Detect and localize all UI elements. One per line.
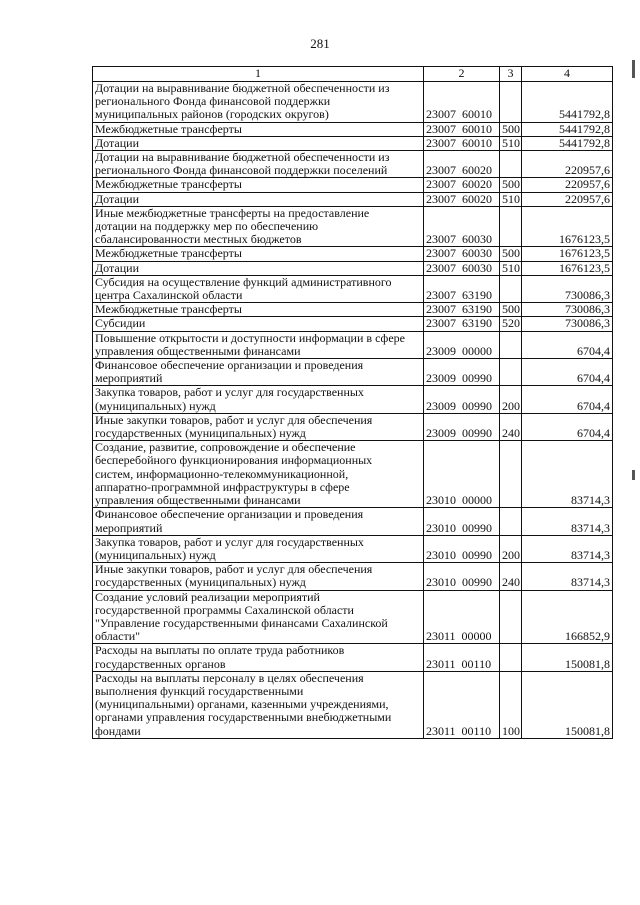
target-code-cell: 23007 60010	[424, 122, 500, 136]
target-code-cell: 23007 60020	[424, 178, 500, 192]
amount-cell: 83714,3	[522, 441, 613, 508]
target-code-cell: 23010 00000	[424, 441, 500, 508]
expense-name-cell: Дотации	[93, 261, 424, 275]
table-row	[93, 122, 613, 136]
table-row	[93, 247, 613, 261]
expense-type-cell: 510	[500, 136, 522, 150]
expense-name-cell: Субсидия на осуществление функций административного центра Сахалинской области	[93, 275, 424, 302]
table-row	[93, 136, 613, 150]
amount-cell: 5441792,8	[522, 122, 613, 136]
amount-cell: 166852,9	[522, 590, 613, 644]
table-row	[93, 644, 613, 671]
target-code-cell: 23007 63190	[424, 303, 500, 317]
table-row	[93, 178, 613, 192]
expense-name-cell: Межбюджетные трансферты	[93, 247, 424, 261]
target-code-cell: 23010 00990	[424, 563, 500, 590]
expense-name-cell: Иные межбюджетные трансферты на предоставление дотации на поддержку мер по обеспечению сбалансированности местных бюджетов	[93, 206, 424, 247]
target-code-cell: 23011 00110	[424, 644, 500, 671]
target-code-cell: 23007 60010	[424, 136, 500, 150]
target-code-cell: 23007 63190	[424, 275, 500, 302]
amount-cell: 83714,3	[522, 563, 613, 590]
target-code-cell: 23009 00990	[424, 413, 500, 440]
expense-type-cell: 500	[500, 122, 522, 136]
expense-type-cell	[500, 359, 522, 386]
scan-edge-mark	[632, 60, 635, 78]
expense-name-cell: Закупка товаров, работ и услуг для государственных (муниципальных) нужд	[93, 386, 424, 413]
target-code-cell: 23007 60020	[424, 192, 500, 206]
target-code-cell: 23011 00110	[424, 671, 500, 738]
amount-cell: 220957,6	[522, 192, 613, 206]
target-code-cell: 23011 00000	[424, 590, 500, 644]
expense-name-cell: Повышение открытости и доступности информации в сфере управления общественными финансами	[93, 331, 424, 358]
table-row	[93, 303, 613, 317]
amount-cell: 1676123,5	[522, 247, 613, 261]
table-row	[93, 386, 613, 413]
table-row	[93, 359, 613, 386]
scan-edge-mark	[632, 470, 635, 480]
table-row	[93, 206, 613, 247]
expense-type-cell	[500, 82, 522, 123]
amount-cell: 1676123,5	[522, 261, 613, 275]
amount-cell: 730086,3	[522, 303, 613, 317]
expense-name-cell: Финансовое обеспечение организации и проведения мероприятий	[93, 508, 424, 535]
amount-cell: 220957,6	[522, 151, 613, 178]
expense-type-cell	[500, 275, 522, 302]
expense-name-cell: Дотации	[93, 192, 424, 206]
expense-type-cell: 240	[500, 413, 522, 440]
amount-cell: 5441792,8	[522, 136, 613, 150]
amount-cell: 220957,6	[522, 178, 613, 192]
expense-type-cell: 520	[500, 317, 522, 331]
expense-type-cell	[500, 644, 522, 671]
table-row	[93, 590, 613, 644]
expense-type-cell: 240	[500, 563, 522, 590]
expense-name-cell: Дотации на выравнивание бюджетной обеспеченности из регионального Фонда финансовой поддержки поселений	[93, 151, 424, 178]
expense-name-cell: Межбюджетные трансферты	[93, 122, 424, 136]
table-row	[93, 82, 613, 123]
expense-name-cell: Дотации	[93, 136, 424, 150]
expense-name-cell: Создание, развитие, сопровождение и обеспечение бесперебойного функционирования информационных систем, информационно-телекоммуникационной, аппаратно-программной инфраструктуры в сфере управления общественными финансами	[93, 441, 424, 508]
table-row	[93, 535, 613, 562]
expense-type-cell: 500	[500, 303, 522, 317]
amount-cell: 83714,3	[522, 508, 613, 535]
expense-name-cell: Расходы на выплаты персоналу в целях обеспечения выполнения функций государственными (муниципальными) органами, казенными учреждениями, органами управления государственными внебюджетными фондами	[93, 671, 424, 738]
expense-type-cell	[500, 441, 522, 508]
target-code-cell: 23010 00990	[424, 535, 500, 562]
amount-cell: 5441792,8	[522, 82, 613, 123]
table-row	[93, 508, 613, 535]
target-code-cell: 23010 00990	[424, 508, 500, 535]
expense-type-cell: 500	[500, 247, 522, 261]
column-header: 3	[500, 67, 522, 82]
expense-type-cell	[500, 151, 522, 178]
amount-cell: 6704,4	[522, 413, 613, 440]
target-code-cell: 23009 00990	[424, 359, 500, 386]
amount-cell: 6704,4	[522, 359, 613, 386]
expense-type-cell	[500, 331, 522, 358]
table-row	[93, 151, 613, 178]
target-code-cell: 23007 60030	[424, 261, 500, 275]
expense-name-cell: Дотации на выравнивание бюджетной обеспеченности из регионального Фонда финансовой поддержки муниципальных районов (городских округов)	[93, 82, 424, 123]
expense-name-cell: Финансовое обеспечение организации и проведения мероприятий	[93, 359, 424, 386]
table-row	[93, 413, 613, 440]
amount-cell: 150081,8	[522, 671, 613, 738]
amount-cell: 83714,3	[522, 535, 613, 562]
expense-type-cell: 510	[500, 261, 522, 275]
amount-cell: 6704,4	[522, 331, 613, 358]
page-number: 281	[310, 36, 330, 51]
expense-name-cell: Иные закупки товаров, работ и услуг для обеспечения государственных (муниципальных) нужд	[93, 563, 424, 590]
expense-type-cell: 200	[500, 386, 522, 413]
column-number-row	[93, 67, 613, 82]
table-row	[93, 563, 613, 590]
amount-cell: 1676123,5	[522, 206, 613, 247]
column-header: 4	[522, 67, 613, 82]
expense-type-cell: 100	[500, 671, 522, 738]
expense-type-cell	[500, 508, 522, 535]
expense-type-cell	[500, 206, 522, 247]
amount-cell: 730086,3	[522, 275, 613, 302]
table-row	[93, 671, 613, 738]
expense-name-cell: Создание условий реализации мероприятий государственной программы Сахалинской области "Управление государственными финансами Сахалинской области"	[93, 590, 424, 644]
amount-cell: 6704,4	[522, 386, 613, 413]
target-code-cell: 23007 63190	[424, 317, 500, 331]
column-header: 2	[424, 67, 500, 82]
target-code-cell: 23007 60030	[424, 206, 500, 247]
budget-table	[92, 66, 613, 739]
table-row	[93, 275, 613, 302]
target-code-cell: 23009 00990	[424, 386, 500, 413]
table-row	[93, 331, 613, 358]
table-row	[93, 441, 613, 508]
expense-name-cell: Закупка товаров, работ и услуг для государственных (муниципальных) нужд	[93, 535, 424, 562]
expense-type-cell: 510	[500, 192, 522, 206]
target-code-cell: 23009 00000	[424, 331, 500, 358]
expense-type-cell: 500	[500, 178, 522, 192]
target-code-cell: 23007 60010	[424, 82, 500, 123]
expense-name-cell: Иные закупки товаров, работ и услуг для обеспечения государственных (муниципальных) нужд	[93, 413, 424, 440]
expense-name-cell: Межбюджетные трансферты	[93, 303, 424, 317]
expense-type-cell: 200	[500, 535, 522, 562]
table-row	[93, 192, 613, 206]
expense-type-cell	[500, 590, 522, 644]
expense-name-cell: Межбюджетные трансферты	[93, 178, 424, 192]
column-header: 1	[93, 67, 424, 82]
expense-name-cell: Субсидии	[93, 317, 424, 331]
table-row	[93, 317, 613, 331]
table-row	[93, 261, 613, 275]
amount-cell: 730086,3	[522, 317, 613, 331]
target-code-cell: 23007 60020	[424, 151, 500, 178]
target-code-cell: 23007 60030	[424, 247, 500, 261]
expense-name-cell: Расходы на выплаты по оплате труда работников государственных органов	[93, 644, 424, 671]
amount-cell: 150081,8	[522, 644, 613, 671]
